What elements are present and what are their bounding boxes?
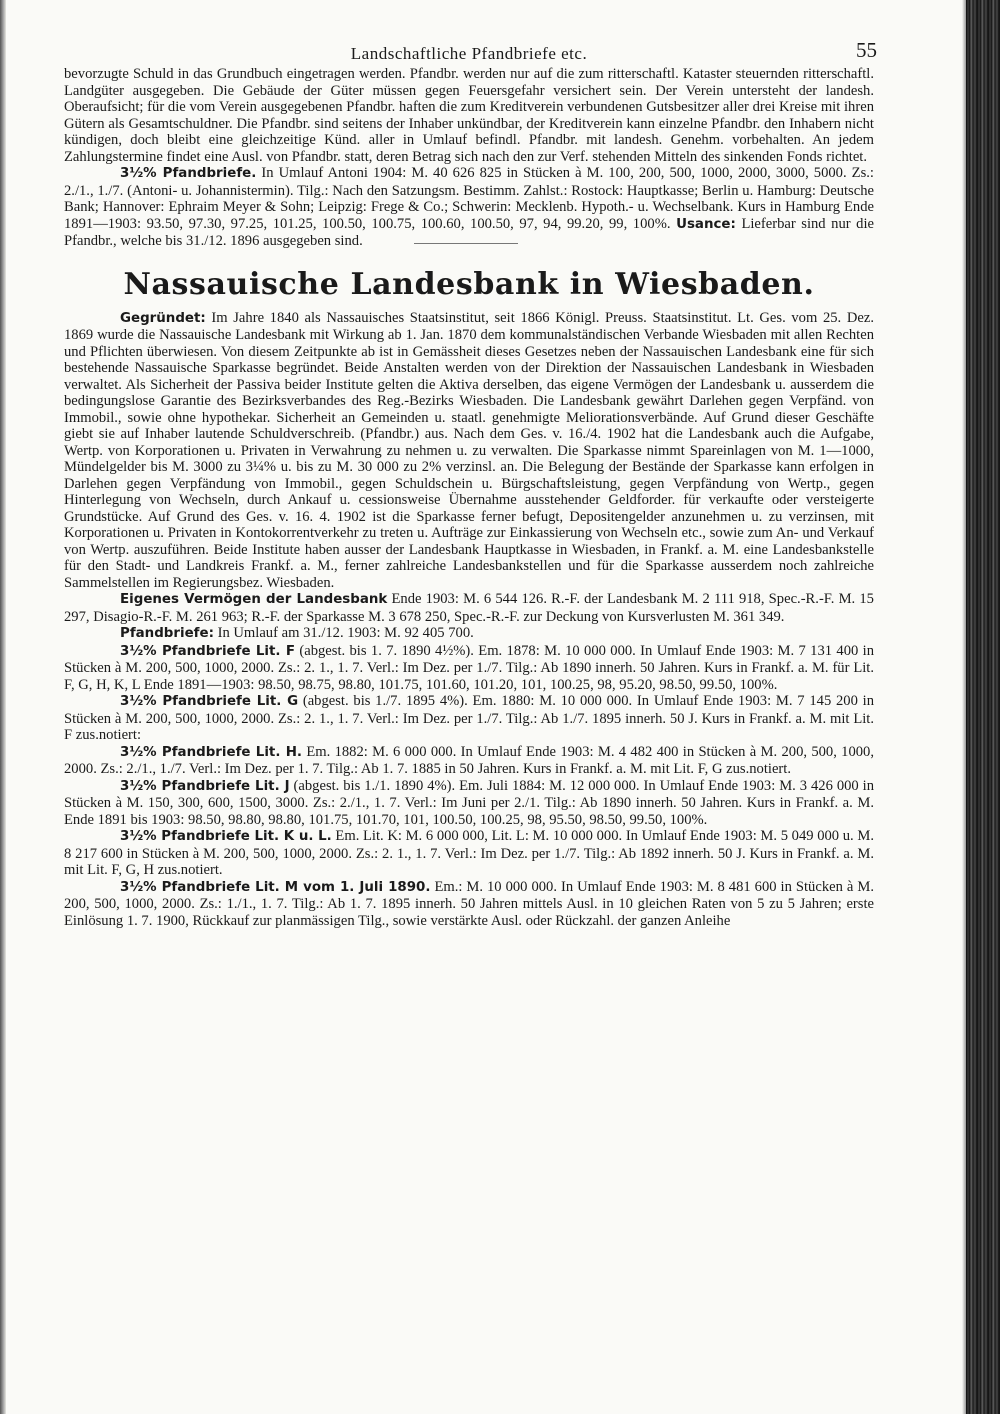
assets-label: Eigenes Vermögen der Landesbank bbox=[120, 592, 388, 607]
previous-entry bbox=[64, 66, 874, 250]
issue-text: In Umlauf Antoni 1904: M. 40 626 825 in Stücken à M. 100, 200, 500, 1000, 2000, 3000, 5000. Zs.: 2./1., 1./7. (Antoni- u. Johannistermin). Tilg.: Nach den Satzungsm. Bestimm. Zahlst.: Rostock: Hauptkasse; Berlin u. Hamburg: Deutsche Bank; Hannover: Ephraim Meyer & Sohn; Leipzig: Frege & Co.; Schwerin: Mecklenb. Hypoth.- u. Wechselbank. Kurs in Hamburg Ende 1891—1903: 93.50, 97.30, 97.25, 101.25, 100.50, 100.75, 100.60, 100.50, 97, 94, 99.20, 99, 100%. bbox=[64, 165, 874, 232]
previous-entry-text: bevorzugte Schuld in das Grundbuch eingetragen werden. Pfandbr. werden nur auf die zum ritterschaftl. Kataster steuernden ritterschaftl. Landgüter ausgegeben. Die Gebäude der Güter müssen gegen Feuersgefahr versichert sein. Der Verein untersteht der landesh. Oberaufsicht; für die vom Verein ausgegebenen Pfandbr. haften die zum Kreditverein verbundenen Gutsbesitzer aller drei Kreise mit ihren Gütern als Gesamtschuldner. Die Pfandbr. sind seitens der Inhaber unkündbar, der Kreditverein kann einzelne Pfandbr. den Inhabern nicht kündigen, doch bleibt eine gleichzeitige Künd. aller in Umlauf befindl. Pfandbr. mit landesh. Genehm. vorbehalten. An jedem Zahlungstermine findet eine Ausl. von Pfandbr. statt, deren Betrag sich nach den zur Verf. stehenden Mitteln des sinkenden Fonds richtet. bbox=[64, 66, 874, 165]
assets-text: Ende 1903: M. 6 544 126. R.-F. der Landesbank M. 2 111 918, Spec.-R.-F. M. 15 297, Disagio-R.-F. M. 261 963; R.-F. der Sparkasse M. 3 678 250, Spec.-R.-F. zur Deckung von Kursverlusten M. 361 349. bbox=[64, 591, 874, 625]
founded-paragraph bbox=[64, 310, 874, 592]
running-title: Landschaftliche Pfandbriefe etc. bbox=[350, 44, 588, 63]
page-number: 55 bbox=[856, 38, 877, 62]
issue-text: Em.: M. 10 000 000. In Umlauf Ende 1903: M. 8 481 600 in Stücken à M. 200, 500, 1000, 2000. Zs.: 1./1., 1. 7. Tilg.: Ab 1. 7. 1895 innerh. 50 Jahren mittels Ausl. in 10 gleichen Raten von 5 zu 5 Jahren; erste Einlösung 1. 7. 1900, Rückkauf zur planmässigen Tilg., sowie verstärkte Ausl. oder Rückzahl. der ganzen Anleihe bbox=[64, 878, 874, 929]
issue-paragraph bbox=[64, 744, 874, 778]
assets-paragraph bbox=[64, 591, 874, 625]
section-body bbox=[64, 310, 874, 930]
section-separator bbox=[414, 243, 518, 244]
issue-text: (abgest. bis 1./7. 1895 4%). Em. 1880: M. 10 000 000. In Umlauf Ende 1903: M. 7 145 200 in Stücken à M. 200, 500, 1000, 2000. Zs.: 2. 1., 1. 7. Verl.: Im Dez. per 1./7. Tilg.: Ab 1./7. 1895 innerh. 50 J. Kurs in Frankf. a. M. mit Lit. F zus.notiert: bbox=[64, 693, 874, 743]
page bbox=[64, 38, 877, 929]
usance-label: Usance: bbox=[676, 216, 736, 232]
section-heading: Nassauische Landesbank in Wiesbaden. bbox=[123, 266, 815, 302]
issue-paragraph bbox=[64, 879, 874, 930]
issue-text: Em. 1882: M. 6 000 000. In Umlauf Ende 1903: M. 4 482 400 in Stücken à M. 200, 500, 1000, 2000. Zs.: 2./1., 1./7. Verl.: Im Dez. per 1. 7. Tilg.: Ab 1. 7. 1885 in 50 Jahren. Kurs in Frankf. a. M. mit Lit. F, G zus.notiert. bbox=[64, 743, 874, 777]
previous-entry-issue bbox=[64, 165, 874, 250]
pfandbriefe-paragraph bbox=[64, 625, 874, 643]
issue-text: (abgest. bis 1./1. 1890 4%). Em. Juli 1884: M. 12 000 000. In Umlauf Ende 1903: M. 3 426 000 in Stücken à M. 150, 300, 600, 1500, 3000. Zs.: 2./1., 1. 7. Verl.: Im Juni per 2./1. Tilg.: Ab 1890 innerh. 50 Jahren. Kurs in Frankf. a. M. Ende 1891 bis 1903: 98.50, 98.80, 98.80, 101.75, 101.70, 101, 100.50, 100.25, 98, 95.50, 98.50, 99.50, 100%. bbox=[64, 777, 874, 828]
issue-label: 3½% Pfandbriefe Lit. F bbox=[120, 643, 296, 659]
issue-label: 3½% Pfandbriefe Lit. M vom 1. Juli 1890. bbox=[120, 879, 431, 895]
scan-left-edge bbox=[0, 0, 6, 1414]
issue-label: 3½% Pfandbriefe Lit. K u. L. bbox=[120, 829, 332, 844]
running-head bbox=[64, 38, 877, 66]
pfandbriefe-text: In Umlauf am 31./12. 1903: M. 92 405 700. bbox=[217, 625, 474, 641]
issue-text: Em. Lit. K: M. 6 000 000, Lit. L: M. 10 000 000. In Umlauf Ende 1903: M. 5 049 000 u. M. 8 217 600 in Stücken à M. 200, 500, 1000, 2000. Zs.: 2. 1., 1. 7. Verl.: Im Dez. per 1./7. Tilg.: Ab 1892 innerh. 50 J. Kurs in Frankf. a. M. mit Lit. F, G, H zus.notiert. bbox=[64, 828, 874, 878]
issue-label: 3½% Pfandbriefe Lit. J bbox=[120, 778, 290, 794]
issue-paragraph bbox=[64, 693, 874, 744]
founded-label: Gegründet: bbox=[120, 310, 206, 326]
issue-label: 3½% Pfandbriefe Lit. G bbox=[120, 694, 299, 709]
issue-paragraph bbox=[64, 643, 874, 694]
issue-label: 3½% Pfandbriefe Lit. H. bbox=[120, 744, 303, 760]
usance-text: Lieferbar sind nur die Pfandbr., welche bis 31./12. 1896 ausgegeben sind. bbox=[64, 215, 874, 249]
issue-paragraph bbox=[64, 778, 874, 829]
founded-text: Im Jahre 1840 als Nassauisches Staatsinstitut, seit 1866 Königl. Preuss. Staatsinstitut. Lt. Ges. vom 25. Dez. 1869 wurde die Nassauische Landesbank mit Wirkung ab 1. Jan. 1870 dem kommunalständischen Verbande Wiesbaden mit allen Rechten und Pflichten überwiesen. Von diesem Zeitpunkte ab ist in Gemässheit dieses Gesetzes neben der Nassauischen Landesbank eine für sich bestehende Nassauische Sparkasse begründet. Beide Anstalten werden von der Direktion der Nassauischen Landesbank in Wiesbaden verwaltet. Als Sicherheit der Passiva beider Institute gelten die Aktiva derselben, das eigene Vermögen der Landesbank u. ausserdem die bedingungslose Garantie des Bezirksverbandes des Reg.-Bezirks Wiesbaden. Die Landesbank gewährt Darlehen gegen Verpfänd. von Immobil., sowie ohne hypothekar. Sicherheit an Gemeinden u. staatl. genehmigte Meliorationsverbände. Auf Grund dieser Geschäfte giebt sie auf Inhaber lautende Schuldverschreib. (Pfandbr.) aus. Nach dem Ges. v. 16./4. 1902 hat die Landesbank auch die Aufgabe, Wertp. von Korporationen u. Privaten in Verwahrung zu nehmen u. zu verwalten. Die Sparkasse nimmt Spareinlagen von M. 1—1000, Mündelgelder bis M. 3000 zu 3¼% u. bis zu M. 30 000 zu 2% verzinsl. an. Die Belegung der Bestände der Sparkasse kann erfolgen in Darlehen gegen Verpfändung von Immobil., gegen Schuldschein u. Bürgschaftsleistung, gegen Verpfändung von Wertp., gegen Hinterlegung von Wechseln, durch Ankauf u. cessionsweise Übernahme ausstehender Geldforder. für verkaufte oder versteigerte Grundstücke. Auf Grund des Ges. v. 16. 4. 1902 ist die Sparkasse ferner befugt, Depositengelder anzunehmen u. zu verzinsen, mit Korporationen u. Privaten in Kontokorrentverkehr zu treten u. Aufträge zur Einkassierung von Wechseln etc., sowie zum An- und Verkauf von Wertp. auszuführen. Beide Institute haben ausser der Landesbank Hauptkasse in Wiesbaden, in Frankf. a. M. eine Landesbankstelle für den Stadt- und Landkreis Frankf. a. M., ferner zahlreiche Landesbankstellen und für die Sparkasse ausserdem noch zahlreiche Sammelstellen im Regierungsbez. Wiesbaden. bbox=[64, 309, 874, 591]
issue-label: 3½% Pfandbriefe. bbox=[120, 166, 257, 181]
book-binding-edge bbox=[966, 0, 1000, 1414]
issue-paragraph bbox=[64, 828, 874, 879]
pfandbriefe-label: Pfandbriefe: bbox=[120, 626, 214, 641]
issue-text: (abgest. bis 1. 7. 1890 4½%). Em. 1878: M. 10 000 000. In Umlauf Ende 1903: M. 7 131 400 in Stücken à M. 200, 500, 1000, 2000. Zs.: 2. 1., 1. 7. Verl.: Im Dez. per 1./7. Tilg.: Ab 1890 innerh. 50 Jahren. Kurs in Frankf. a. M. für Lit. F, G, H, K, L Ende 1891—1903: 98.50, 98.75, 98.80, 101.75, 101.60, 101.20, 101, 100.25, 98, 95.20, 98.50, 99.50, 100%. bbox=[64, 642, 874, 693]
